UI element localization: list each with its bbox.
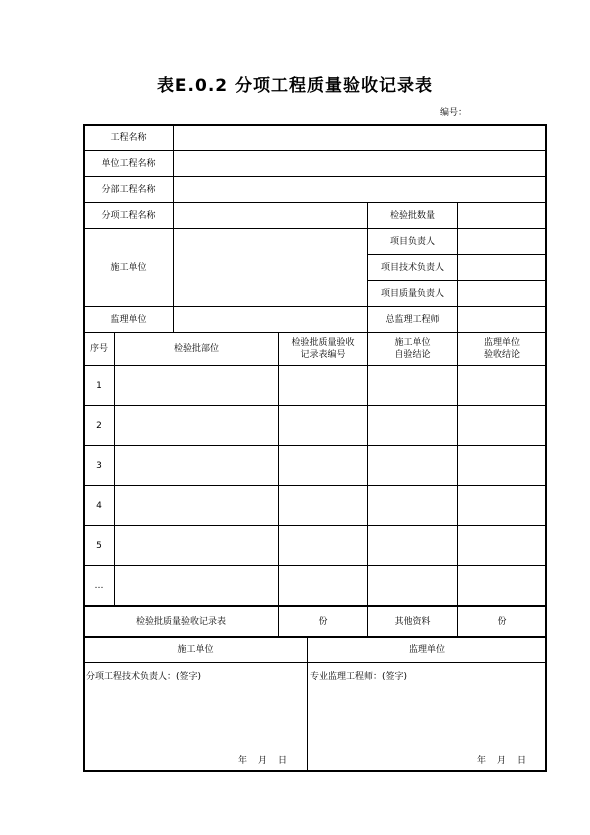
document-number-label: 编号： (440, 108, 468, 118)
project-name-label: 工程名称 (110, 132, 147, 143)
supervision-date-month: 月 (497, 756, 507, 766)
project-manager-label: 项目负责人 (389, 236, 435, 247)
other-docs-unit: 份 (497, 616, 507, 627)
hline (83, 662, 547, 663)
lot-records-unit: 份 (318, 616, 328, 627)
vline (367, 332, 368, 637)
column-self-check (368, 333, 457, 365)
supervision-date-day: 日 (517, 756, 527, 766)
supervision-date-year: 年 (477, 756, 487, 766)
row-number: 1 (96, 380, 102, 391)
column-self-check-line1: 施工单位 (394, 338, 431, 348)
vline (457, 332, 458, 637)
column-lot-record-no-line1: 检验批质量验收 (291, 338, 355, 348)
row-number: 5 (96, 540, 102, 551)
vline (457, 202, 458, 332)
lot-records-label: 检验批质量验收记录表 (135, 616, 226, 627)
division-project-name-label: 分部工程名称 (101, 184, 156, 195)
supervision-unit-label: 监理单位 (110, 314, 147, 325)
project-tech-manager-label: 项目技术负责人 (380, 262, 444, 273)
hline (83, 485, 547, 486)
inspection-lot-count-label: 检验批数量 (389, 210, 435, 221)
project-quality-manager-label: 项目质量负责人 (380, 288, 444, 299)
vline (114, 332, 115, 606)
column-lot-part: 检验批部位 (173, 344, 219, 354)
unit-project-name-label: 单位工程名称 (101, 158, 156, 169)
column-seq: 序号 (89, 344, 108, 354)
vline (278, 332, 279, 637)
column-acceptance (458, 333, 546, 365)
row-number: 2 (96, 420, 102, 431)
hline (83, 365, 547, 366)
hline (83, 525, 547, 526)
construction-unit-label: 施工单位 (110, 262, 147, 273)
construction-date-day: 日 (278, 756, 288, 766)
construction-date-month: 月 (258, 756, 268, 766)
row-number: 3 (96, 460, 102, 471)
hline (83, 565, 547, 566)
supervision-signer-label: 专业监理工程师：(签字) (310, 672, 408, 682)
hline (83, 405, 547, 406)
column-lot-record-no (279, 333, 367, 365)
chief-supervising-engineer-label: 总监理工程师 (385, 314, 440, 325)
column-acceptance-line1: 监理单位 (483, 338, 520, 348)
column-lot-record-no-line2: 记录表编号 (300, 350, 346, 360)
item-project-name-label: 分项工程名称 (101, 210, 156, 221)
construction-date-year: 年 (238, 756, 248, 766)
page-title: 表E.0.2 分项工程质量验收记录表 (156, 76, 434, 96)
sign-construction-unit: 施工单位 (177, 645, 214, 655)
hline (83, 445, 547, 446)
column-self-check-line2: 自验结论 (394, 350, 431, 360)
row-number: … (94, 580, 104, 591)
row-number: 4 (96, 500, 102, 511)
other-docs-label: 其他资料 (394, 616, 431, 627)
vline (173, 124, 174, 332)
sign-supervision-unit: 监理单位 (408, 645, 445, 655)
construction-signer-label: 分项工程技术负责人：(签字) (86, 672, 202, 682)
column-acceptance-line2: 验收结论 (483, 350, 520, 360)
